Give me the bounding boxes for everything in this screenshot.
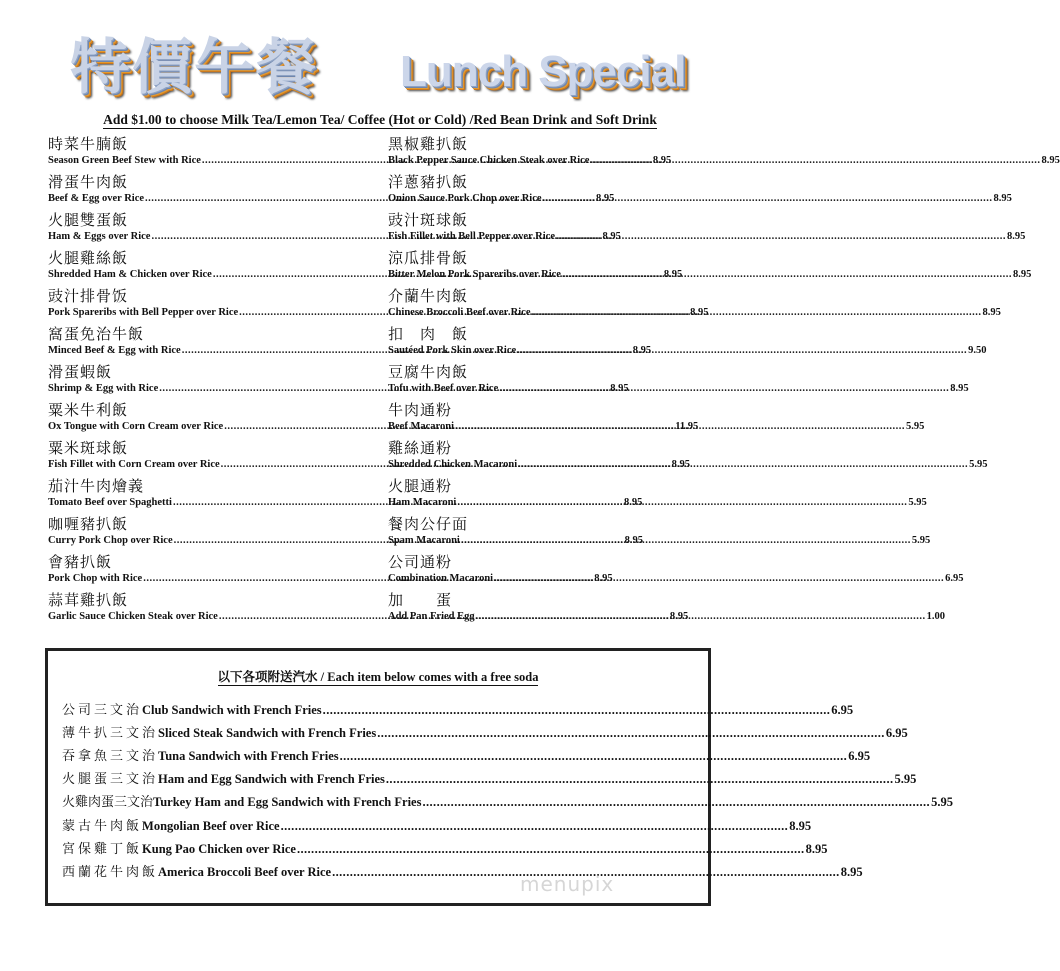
leader-dots xyxy=(494,572,944,586)
leader-dots xyxy=(461,534,911,548)
item-english-name: Ham & Eggs over Rice xyxy=(48,231,151,242)
item-chinese-name: 豆腐牛肉飯 xyxy=(388,363,469,381)
item-english-name: Spam Macaroni xyxy=(388,535,460,546)
leader-dots xyxy=(457,496,907,510)
item-price: 6.95 xyxy=(945,573,964,584)
item-chinese-name: 粟米牛利飯 xyxy=(48,401,129,419)
item-price: 8.95 xyxy=(669,611,689,622)
soda-menu-item xyxy=(62,791,953,810)
item-price: 8.95 xyxy=(624,535,643,546)
item-chinese-name: 吞拿魚三文治 xyxy=(62,749,159,764)
item-english-name: Fish Fillet with Corn Cream over Rice xyxy=(48,459,220,470)
item-english-name: Add Pan Fried Egg xyxy=(388,611,475,622)
item-english-name: Curry Pork Chop over Rice xyxy=(48,535,173,546)
item-english-name: Bitter Melon Pork Spareribs over Rice xyxy=(388,269,561,280)
item-price: 6.95 xyxy=(831,703,854,717)
title-chinese: 特價午餐 xyxy=(70,33,318,103)
item-chinese-name: 薄牛扒三文治 xyxy=(62,726,159,741)
leader-dots xyxy=(532,306,982,320)
item-chinese-name: 火腿蛋三文治 xyxy=(62,772,159,787)
menu-column-right xyxy=(388,134,1060,628)
item-price: 5.95 xyxy=(894,772,917,786)
item-english-name: Tofu with Beef over Rice xyxy=(388,383,499,394)
item-price: 5.95 xyxy=(911,535,931,546)
item-chinese-name: 火雞肉蛋三文治 xyxy=(62,795,154,810)
item-english-name: Onion Sauce Pork Chop over Rice xyxy=(388,193,542,204)
soda-menu-item xyxy=(62,815,812,834)
item-english-name: Ham Macaroni xyxy=(388,497,457,508)
item-chinese-name: 蒜茸雞扒飯 xyxy=(48,591,129,609)
item-price: 6.95 xyxy=(848,749,871,763)
item-price: 8.95 xyxy=(690,307,709,318)
item-price: 9.50 xyxy=(968,345,987,356)
item-chinese-name: 牛肉通粉 xyxy=(388,401,453,419)
drink-upgrade-note: Add $1.00 to choose Milk Tea/Lemon Tea/ Coffee (Hot or Cold) /Red Bean Drink and Soft Drink xyxy=(103,112,657,127)
title-english: Lunch Special xyxy=(400,47,686,96)
leader-dots xyxy=(499,382,949,396)
menu-item xyxy=(388,590,946,628)
item-price: 11.95 xyxy=(675,421,699,432)
leader-dots xyxy=(517,344,967,358)
item-chinese-name: 加 蛋 xyxy=(388,591,453,609)
item-chinese-name: 西蘭花牛肉飯 xyxy=(62,865,159,880)
item-price: 8.95 xyxy=(1041,155,1060,166)
menu-item xyxy=(388,134,1060,172)
free-soda-title: 以下各项附送汽水 / Each item below comes with a free soda xyxy=(217,670,539,684)
item-english-name: Black Pepper Sauce Chicken Steak over Rice xyxy=(388,155,590,166)
item-price: 8.95 xyxy=(840,865,863,879)
item-english-name: Beef & Egg over Rice xyxy=(48,193,145,204)
item-english-name: Season Green Beef Stew with Rice xyxy=(48,155,201,166)
item-price: 8.95 xyxy=(610,383,629,394)
item-chinese-name: 滑蛋牛肉飯 xyxy=(48,173,129,191)
item-chinese-name: 黑椒雞扒飯 xyxy=(388,135,469,153)
menu-item xyxy=(388,362,969,400)
item-english-name: Garlic Sauce Chicken Steak over Rice xyxy=(48,611,218,622)
item-chinese-name: 宮保雞丁飯 xyxy=(62,842,143,857)
item-english-name: Turkey Ham and Egg Sandwich with French Fries xyxy=(153,795,422,809)
leader-dots xyxy=(556,230,1006,244)
leader-dots xyxy=(297,842,805,857)
item-price: 5.95 xyxy=(931,795,953,809)
item-chinese-name: 蒙古牛肉飯 xyxy=(62,819,143,834)
menu-item xyxy=(388,438,988,476)
leader-dots xyxy=(377,726,885,741)
leader-dots xyxy=(422,795,930,810)
menu-item xyxy=(388,210,1026,248)
item-english-name: Shredded Ham & Chicken over Rice xyxy=(48,269,212,280)
item-price: 8.95 xyxy=(602,231,621,242)
item-chinese-name: 餐肉公仔面 xyxy=(388,515,469,533)
item-price: 8.95 xyxy=(663,269,683,280)
item-english-name: Fish Fillet with Bell Pepper over Rice xyxy=(388,231,556,242)
item-english-name: Tomato Beef over Spaghetti xyxy=(48,497,172,508)
item-chinese-name: 豉汁斑球飯 xyxy=(388,211,469,229)
leader-dots xyxy=(518,458,968,472)
item-english-name: Tuna Sandwich with French Fries xyxy=(158,749,339,763)
menu-item xyxy=(388,248,1032,286)
item-english-name: Minced Beef & Egg with Rice xyxy=(48,345,181,356)
item-chinese-name: 洋蔥豬扒飯 xyxy=(388,173,469,191)
item-price: 8.95 xyxy=(623,497,643,508)
item-english-name: Shredded Chicken Macaroni xyxy=(388,459,518,470)
item-chinese-name: 粟米斑球飯 xyxy=(48,439,129,457)
leader-dots xyxy=(340,749,848,764)
leader-dots xyxy=(281,819,789,834)
menu-header xyxy=(60,30,700,112)
item-english-name: Pork Spareribs with Bell Pepper over Rice xyxy=(48,307,239,318)
item-chinese-name: 火腿雞絲飯 xyxy=(48,249,129,267)
item-price: 8.95 xyxy=(1012,269,1032,280)
menu-item xyxy=(388,476,927,514)
item-chinese-name: 介蘭牛肉飯 xyxy=(388,287,469,305)
item-price: 8.95 xyxy=(993,193,1012,204)
item-english-name: Ham and Egg Sandwich with French Fries xyxy=(158,772,385,786)
soda-menu-item xyxy=(62,768,917,787)
item-price: 8.95 xyxy=(596,193,615,204)
item-chinese-name: 咖喱豬扒飯 xyxy=(48,515,129,533)
item-chinese-name: 公司通粉 xyxy=(388,553,453,571)
item-price: 6.95 xyxy=(885,726,908,740)
item-english-name: America Broccoli Beef over Rice xyxy=(158,865,332,879)
item-price: 8.95 xyxy=(652,155,672,166)
item-price: 8.95 xyxy=(789,819,812,833)
item-chinese-name: 時菜牛腩飯 xyxy=(48,135,129,153)
leader-dots xyxy=(386,772,894,787)
item-english-name: Ox Tongue with Corn Cream over Rice xyxy=(48,421,224,432)
item-price: 8.95 xyxy=(1007,231,1026,242)
menu-item xyxy=(388,286,1001,324)
item-chinese-name: 涼瓜排骨飯 xyxy=(388,249,469,267)
soda-menu-item xyxy=(62,745,871,764)
item-english-name: Kung Pao Chicken over Rice xyxy=(142,842,296,856)
item-chinese-name: 窩蛋免治牛飯 xyxy=(48,325,145,343)
item-english-name: Sliced Steak Sandwich with French Fries xyxy=(158,726,377,740)
item-chinese-name: 會豬扒飯 xyxy=(48,553,113,571)
menu-item xyxy=(388,172,1012,210)
item-price: 8.95 xyxy=(982,307,1001,318)
item-price: 8.95 xyxy=(594,573,613,584)
soda-menu-item xyxy=(62,838,828,857)
item-chinese-name: 公司三文治 xyxy=(62,703,143,718)
item-chinese-name: 扣 肉 飯 xyxy=(388,325,469,343)
item-english-name: Mongolian Beef over Rice xyxy=(142,819,280,833)
item-chinese-name: 火腿雙蛋飯 xyxy=(48,211,129,229)
item-price: 8.95 xyxy=(950,383,969,394)
item-chinese-name: 豉汁排骨饭 xyxy=(48,287,129,305)
soda-menu-item xyxy=(62,699,854,718)
leader-dots xyxy=(543,192,993,206)
menu-item xyxy=(388,400,925,438)
item-price: 8.95 xyxy=(805,842,828,856)
item-english-name: Shrimp & Egg with Rice xyxy=(48,383,159,394)
menu-item xyxy=(388,552,964,590)
item-english-name: Beef Macaroni xyxy=(388,421,454,432)
item-price: 8.95 xyxy=(632,345,652,356)
item-english-name: Pork Chop with Rice xyxy=(48,573,143,584)
item-english-name: Chinese Broccoli Beef over Rice xyxy=(388,307,531,318)
item-price: 5.95 xyxy=(969,459,988,470)
item-english-name: Combination Macaroni xyxy=(388,573,494,584)
item-english-name: Club Sandwich with French Fries xyxy=(142,703,322,717)
leader-dots xyxy=(323,703,831,718)
item-price: 5.95 xyxy=(906,421,925,432)
item-price: 8.95 xyxy=(671,459,691,470)
leader-dots xyxy=(562,268,1012,282)
leader-dots xyxy=(455,420,905,434)
item-english-name: Sautéed Pork Skin over Rice xyxy=(388,345,517,356)
item-chinese-name: 滑蛋蝦飯 xyxy=(48,363,113,381)
menu-item xyxy=(388,514,931,552)
leader-dots xyxy=(590,154,1040,168)
leader-dots xyxy=(476,610,926,624)
item-chinese-name: 雞絲通粉 xyxy=(388,439,453,457)
item-chinese-name: 茄汁牛肉燴義 xyxy=(48,477,145,495)
menu-item xyxy=(388,324,987,362)
item-price: 1.00 xyxy=(926,611,946,622)
item-price: 5.95 xyxy=(908,497,927,508)
soda-menu-item xyxy=(62,722,908,741)
item-chinese-name: 火腿通粉 xyxy=(388,477,453,495)
watermark: menupix xyxy=(520,872,615,896)
free-soda-box xyxy=(45,648,953,906)
